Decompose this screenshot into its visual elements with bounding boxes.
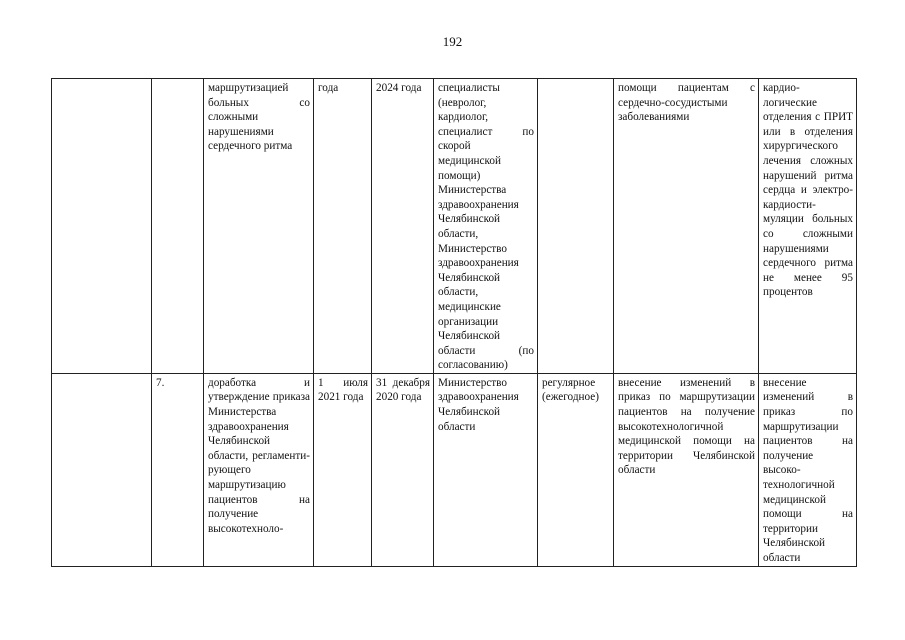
start-date-cell: года <box>314 79 372 374</box>
periodicity-cell <box>538 79 614 374</box>
responsible-cell: Министерство здравоохранения Челябинской области <box>434 373 538 566</box>
item-number-cell: 7. <box>152 373 204 566</box>
indicator-cell: внесение изменений в приказ по маршрутизации пациентов на получение высоко-технологичной медицинской помощи на территории Челябинской области <box>759 373 857 566</box>
start-date-cell: 1 июля 2021 года <box>314 373 372 566</box>
blank-cell <box>52 373 152 566</box>
indicator-cell: кардио-логические отделения с ПРИТ или в отделения хирургического лечения сложных нарушений ритма сердца и электро-кардиости-муляции больных со сложными нарушениями сердечного ритма не менее 95 процентов <box>759 79 857 374</box>
measures-table <box>51 78 857 567</box>
measure-cell: маршрутизацией больных со сложными нарушениями сердечного ритма <box>204 79 314 374</box>
page-number: 192 <box>442 34 463 49</box>
responsible-cell: специалисты (невролог, кардиолог, специалист по скорой медицинской помощи) Министерства здравоохранения Челябинской области, Министерство здравоохранения Челябинской области, медицинские организации Челябинской области (по согласованию) <box>434 79 538 374</box>
table-row <box>52 79 857 374</box>
end-date-cell: 31 декабря 2020 года <box>372 373 434 566</box>
table-row <box>52 373 857 566</box>
result-cell: помощи пациентам с сердечно-сосудистыми заболеваниями <box>614 79 759 374</box>
item-number-cell <box>152 79 204 374</box>
blank-cell <box>52 79 152 374</box>
measure-cell: доработка и утверждение приказа Министерства здравоохранения Челябинской области, регламенти-рующего маршрутизацию пациентов на получение высокотехноло- <box>204 373 314 566</box>
end-date-cell: 2024 года <box>372 79 434 374</box>
periodicity-cell: регулярное (ежегодное) <box>538 373 614 566</box>
result-cell: внесение изменений в приказ по маршрутизации пациентов на получение высокотехнологичной медицинской помощи на территории Челябинской области <box>614 373 759 566</box>
